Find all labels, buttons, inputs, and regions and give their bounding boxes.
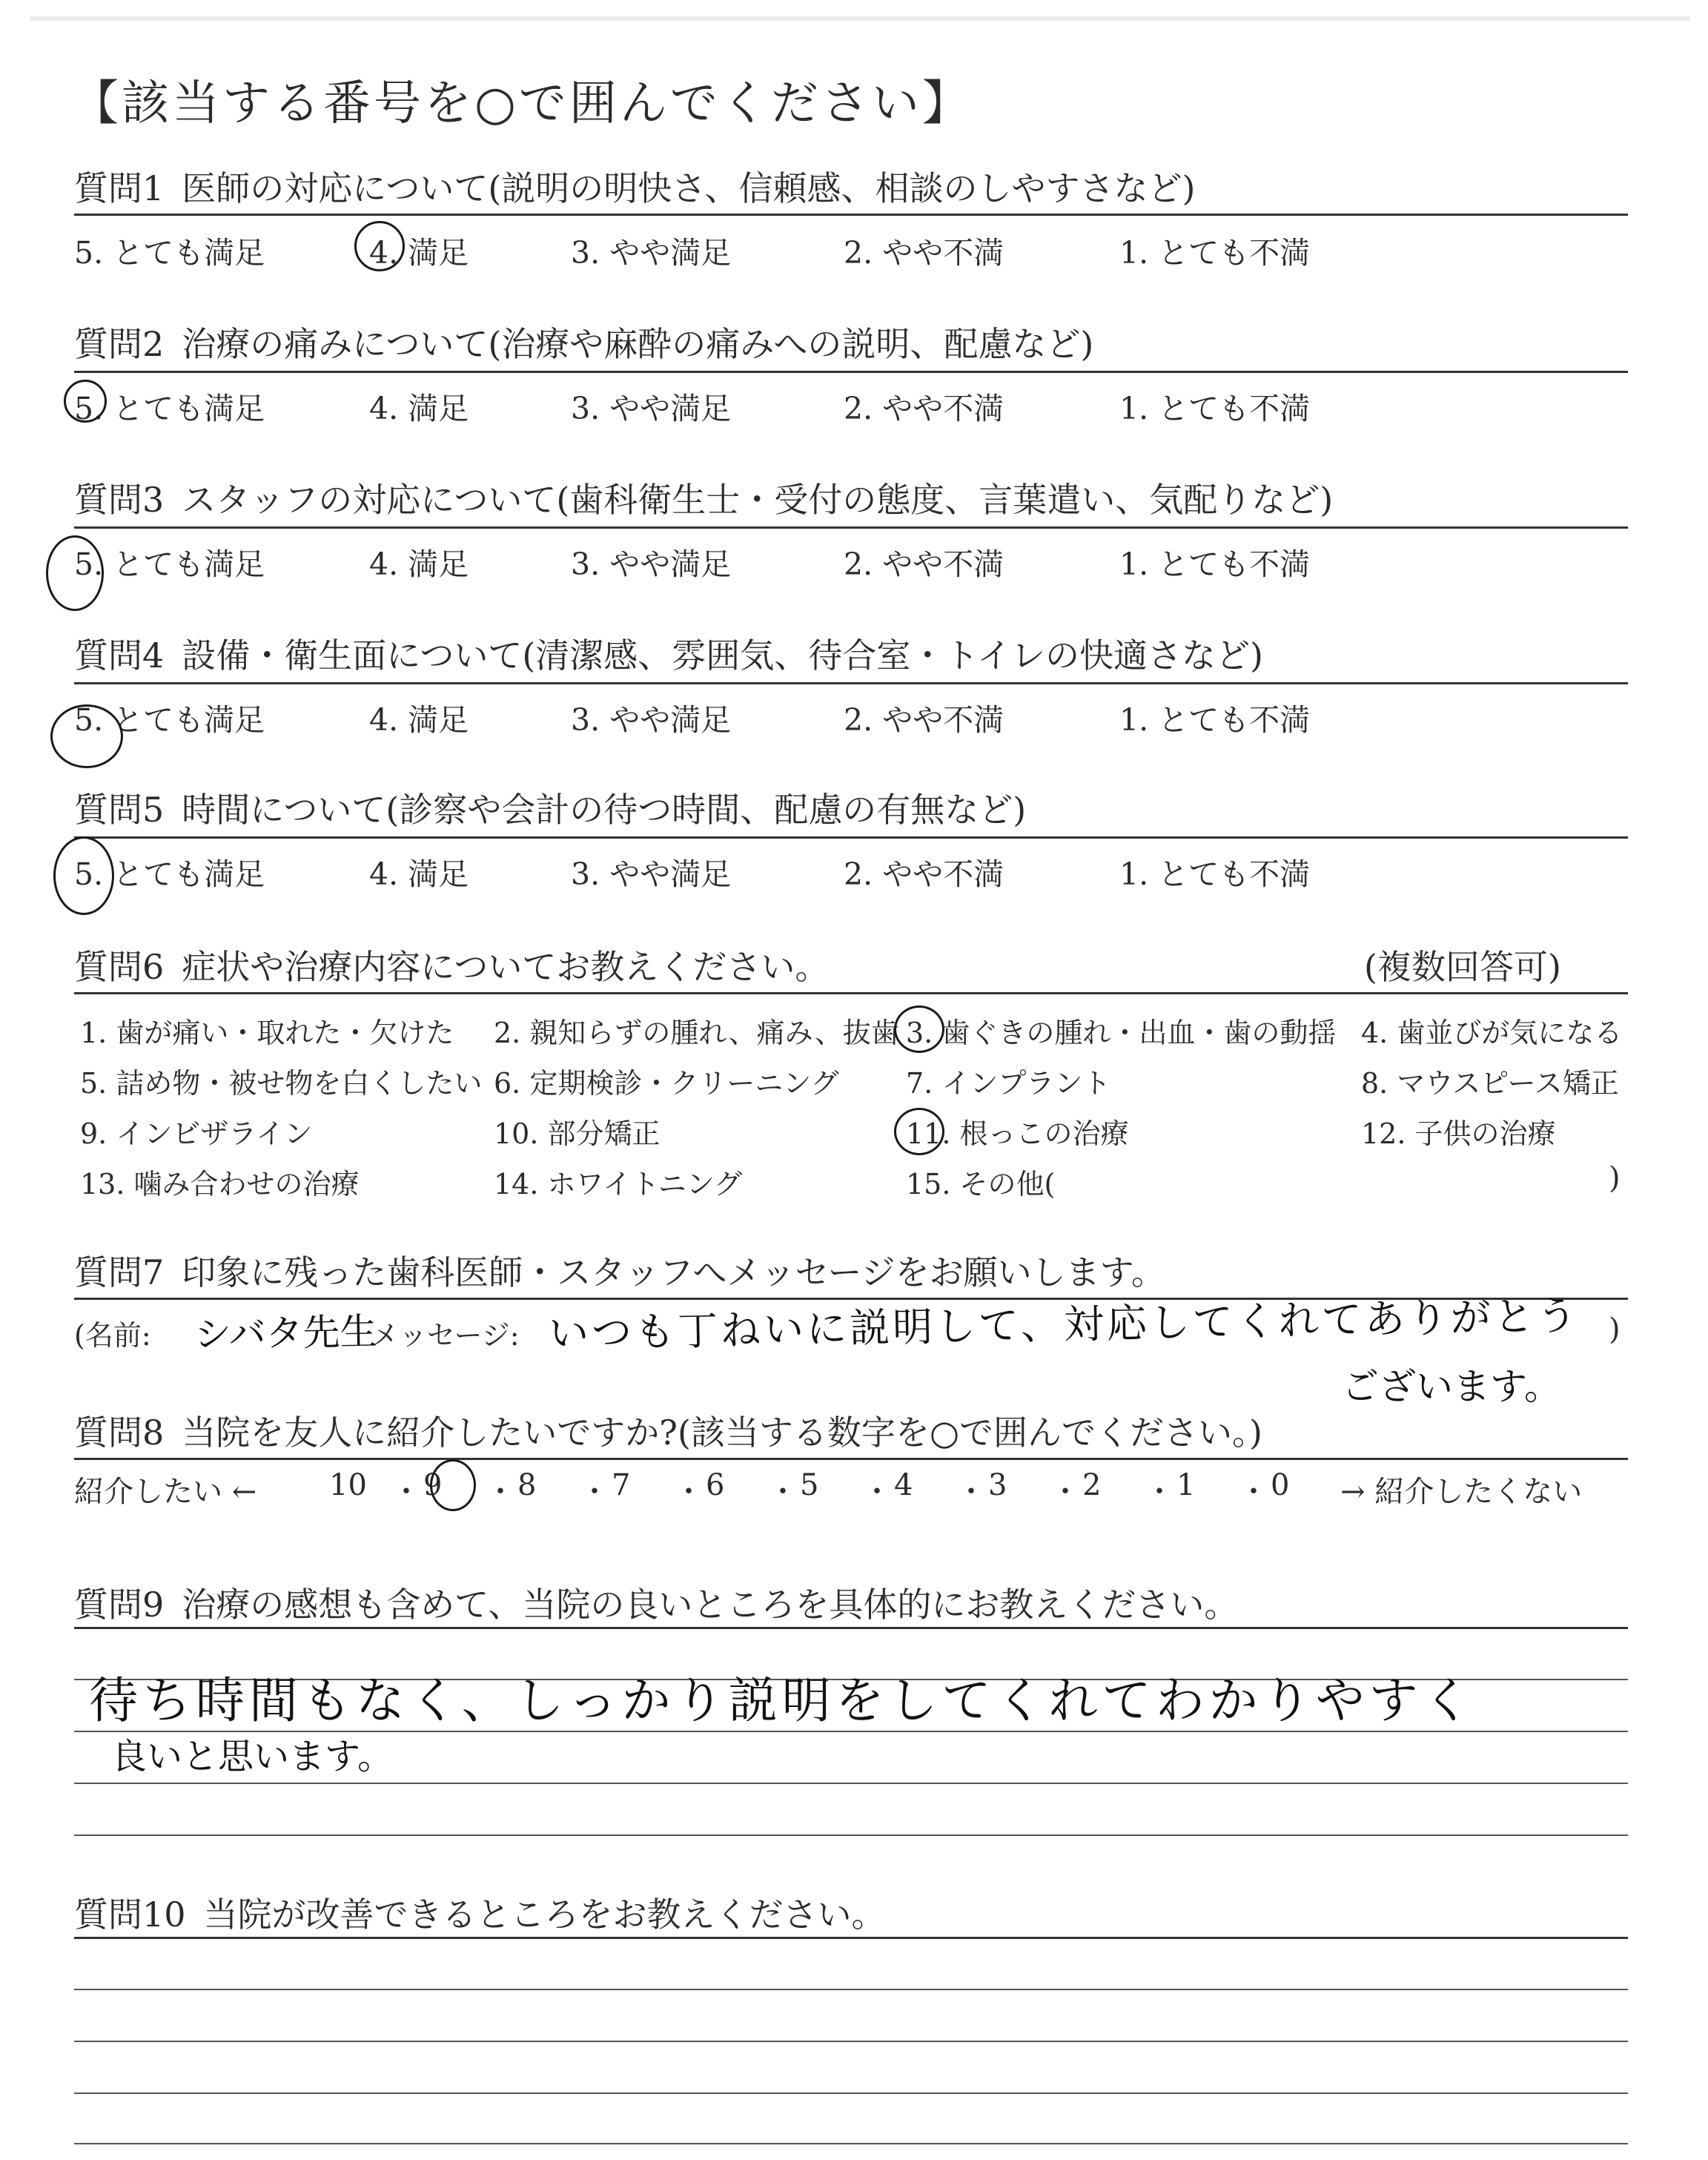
q6-option-2[interactable]: 2. 親知らずの腫れ、痛み、抜歯 <box>494 1017 899 1049</box>
q6-option-1[interactable]: 1. 歯が痛い・取れた・欠けた <box>80 1017 454 1049</box>
q6-option-15[interactable]: 15. その他( <box>906 1168 1056 1200</box>
q5-option-3[interactable]: 3. やや満足 <box>571 856 732 892</box>
q8-number: 質問8 <box>74 1413 165 1453</box>
q8-right-label: → 紹介したくない <box>1340 1475 1583 1509</box>
form-heading: 【該当する番号を○で囲んでください】 <box>71 76 973 131</box>
q8-left-label: 紹介したい ← <box>74 1475 257 1509</box>
q2-number: 質問2 <box>74 324 165 364</box>
q5-option-1[interactable]: 1. とても不満 <box>1119 856 1311 892</box>
q5-selection-circle <box>53 836 114 915</box>
q5-option-5[interactable]: 5. とても満足 <box>74 856 265 892</box>
q6-rule <box>74 992 1628 994</box>
q4-option-5[interactable]: 5. とても満足 <box>74 702 265 738</box>
q5-number: 質問5 <box>74 790 165 830</box>
q6-option-12[interactable]: 12. 子供の治療 <box>1361 1117 1556 1150</box>
q7-title <box>74 1246 1165 1295</box>
q6-option-6[interactable]: 6. 定期検診・クリーニング <box>494 1067 839 1100</box>
q1-selection-circle <box>354 221 405 271</box>
q8-selection-circle <box>430 1459 476 1511</box>
q4-rule <box>74 682 1628 684</box>
q9-title <box>74 1578 1238 1627</box>
q2-text: 治療の痛みについて(治療や麻酔の痛みへの説明、配慮など) <box>182 324 1094 364</box>
q3-option-2[interactable]: 2. やや不満 <box>844 546 1004 582</box>
q6-option-7[interactable]: 7. インプラント <box>906 1067 1111 1100</box>
q8-scale-separator: ・ <box>1145 1475 1174 1509</box>
q8-scale-2[interactable]: 2 <box>1082 1468 1102 1502</box>
q8-scale-separator: ・ <box>486 1475 515 1509</box>
q4-option-4[interactable]: 4. 満足 <box>369 702 469 738</box>
q8-scale-separator: ・ <box>768 1475 798 1509</box>
q3-option-1[interactable]: 1. とても不満 <box>1119 546 1311 582</box>
q5-option-2[interactable]: 2. やや不満 <box>844 856 1004 892</box>
q6-option-8[interactable]: 8. マウスピース矯正 <box>1361 1067 1619 1100</box>
q6-other-close-paren: ) <box>1609 1161 1621 1195</box>
q9-number: 質問9 <box>74 1585 165 1625</box>
q4-selection-circle <box>50 704 123 768</box>
q10-answer-line-1 <box>74 1989 1628 1990</box>
q3-title <box>74 473 1333 522</box>
q1-text: 医師の対応について(説明の明快さ、信頼感、相談のしやすさなど) <box>182 168 1196 208</box>
q4-option-3[interactable]: 3. やや満足 <box>571 702 732 738</box>
q7-handwritten-name: シバタ先生 <box>193 1309 378 1356</box>
q3-text: スタッフの対応について(歯科衛生士・受付の態度、言葉遣い、気配りなど) <box>182 480 1334 520</box>
q7-handwritten-message-2: ございます。 <box>1342 1365 1561 1408</box>
q10-number: 質問10 <box>74 1895 186 1935</box>
q6-selection-circle-3 <box>894 1005 944 1053</box>
q5-text: 時間について(診察や会計の待つ時間、配慮の有無など) <box>182 790 1027 830</box>
q6-option-5[interactable]: 5. 詰め物・被せ物を白くしたい <box>80 1067 483 1100</box>
q7-handwritten-message-1: いつも丁ねいに説明して、対応してくれてありがとう <box>548 1292 1580 1357</box>
q2-option-1[interactable]: 1. とても不満 <box>1119 391 1311 426</box>
q8-scale-separator: ・ <box>956 1475 986 1509</box>
q4-number: 質問4 <box>74 635 165 676</box>
q8-scale-separator: ・ <box>391 1475 421 1509</box>
q2-selection-circle <box>64 380 107 423</box>
q8-text: 当院を友人に紹介したいですか?(該当する数字を○で囲んでください。) <box>182 1413 1262 1453</box>
q8-scale-9[interactable]: 9 <box>423 1468 443 1502</box>
q2-option-3[interactable]: 3. やや満足 <box>571 391 732 426</box>
q7-name-label: (名前: <box>74 1319 151 1352</box>
q2-option-2[interactable]: 2. やや不満 <box>844 391 1004 426</box>
q2-rule <box>74 371 1628 373</box>
q3-number: 質問3 <box>74 480 165 520</box>
q1-title <box>74 162 1195 211</box>
q6-option-14[interactable]: 14. ホワイトニング <box>494 1168 743 1200</box>
q8-scale-8[interactable]: 8 <box>517 1468 537 1502</box>
q8-scale-separator: ・ <box>862 1475 892 1509</box>
q10-answer-line-2 <box>74 2041 1628 2042</box>
q6-option-9[interactable]: 9. インビザライン <box>80 1117 313 1150</box>
q8-scale-separator: ・ <box>1050 1475 1080 1509</box>
q9-handwritten-1: 待ち時間もなく、しっかり説明をしてくれてわかりやすく <box>89 1672 1476 1729</box>
q6-option-3[interactable]: 3. 歯ぐきの腫れ・出血・歯の動揺 <box>906 1017 1337 1049</box>
q1-option-3[interactable]: 3. やや満足 <box>571 235 732 271</box>
q8-scale-4[interactable]: 4 <box>894 1468 913 1502</box>
scan-top-border <box>30 16 1690 21</box>
q7-message-label: メッセージ: <box>371 1319 520 1352</box>
q4-title <box>74 629 1263 678</box>
q8-scale-3[interactable]: 3 <box>988 1468 1007 1502</box>
q2-option-5[interactable]: 5. とても満足 <box>74 391 265 426</box>
q5-rule <box>74 836 1628 839</box>
q3-selection-circle <box>46 535 104 611</box>
q1-option-1[interactable]: 1. とても不満 <box>1119 235 1311 271</box>
q10-text: 当院が改善できるところをお教えください。 <box>203 1895 886 1935</box>
q10-title <box>74 1888 886 1937</box>
q1-option-2[interactable]: 2. やや不満 <box>844 235 1004 271</box>
q4-text: 設備・衛生面について(清潔感、雰囲気、待合室・トイレの快適さなど) <box>182 635 1263 676</box>
q8-rule <box>74 1458 1628 1460</box>
q1-option-4[interactable]: 4. 満足 <box>369 235 469 271</box>
q8-scale-separator: ・ <box>674 1475 704 1509</box>
q8-title <box>74 1406 1262 1455</box>
q6-option-13[interactable]: 13. 噛み合わせの治療 <box>80 1168 360 1200</box>
q6-option-4[interactable]: 4. 歯並びが気になる <box>1361 1017 1623 1049</box>
q9-answer-line-3 <box>74 1783 1628 1784</box>
q9-text: 治療の感想も含めて、当院の良いところを具体的にお教えください。 <box>182 1585 1239 1625</box>
q2-title <box>74 317 1093 366</box>
q1-number: 質問1 <box>74 168 165 208</box>
q7-number: 質問7 <box>74 1252 165 1292</box>
q6-title <box>74 940 829 989</box>
q8-scale-7[interactable]: 7 <box>612 1468 631 1502</box>
q9-rule <box>74 1627 1628 1629</box>
q2-option-4[interactable]: 4. 満足 <box>369 391 469 426</box>
q9-answer-line-4 <box>74 1834 1628 1836</box>
q6-number: 質問6 <box>74 947 165 987</box>
q7-text: 印象に残った歯科医師・スタッフへメッセージをお願いします。 <box>182 1252 1165 1292</box>
q3-option-3[interactable]: 3. やや満足 <box>571 546 732 582</box>
q8-scale-separator: ・ <box>580 1475 609 1509</box>
q8-scale-10[interactable]: 10 <box>329 1468 367 1502</box>
q8-scale-0[interactable]: 0 <box>1271 1468 1290 1502</box>
q3-option-5[interactable]: 5. とても満足 <box>74 546 265 582</box>
q6-text: 症状や治療内容についてお教えください。 <box>182 947 830 987</box>
q8-scale-separator: ・ <box>1239 1475 1268 1509</box>
q6-option-11[interactable]: 11. 根っこの治療 <box>906 1117 1129 1150</box>
q6-note: (複数回答可) <box>1364 947 1561 987</box>
q5-title <box>74 783 1026 832</box>
q4-option-1[interactable]: 1. とても不満 <box>1119 702 1311 738</box>
q9-handwritten-2: 良いと思います。 <box>111 1736 394 1777</box>
q10-answer-line-4 <box>74 2143 1628 2144</box>
q10-rule <box>74 1937 1628 1939</box>
q4-option-2[interactable]: 2. やや不満 <box>844 702 1004 738</box>
q8-scale-1[interactable]: 1 <box>1176 1468 1196 1502</box>
q7-close-paren: ) <box>1609 1312 1621 1347</box>
q1-option-5[interactable]: 5. とても満足 <box>74 235 265 271</box>
q10-answer-line-3 <box>74 2093 1628 2094</box>
q6-option-10[interactable]: 10. 部分矯正 <box>494 1117 661 1150</box>
q8-scale-5[interactable]: 5 <box>800 1468 819 1502</box>
q5-option-4[interactable]: 4. 満足 <box>369 856 469 892</box>
q6-selection-circle-11 <box>894 1108 944 1155</box>
q3-rule <box>74 526 1628 529</box>
q1-rule <box>74 214 1628 216</box>
q3-option-4[interactable]: 4. 満足 <box>369 546 469 582</box>
q8-scale-6[interactable]: 6 <box>706 1468 725 1502</box>
